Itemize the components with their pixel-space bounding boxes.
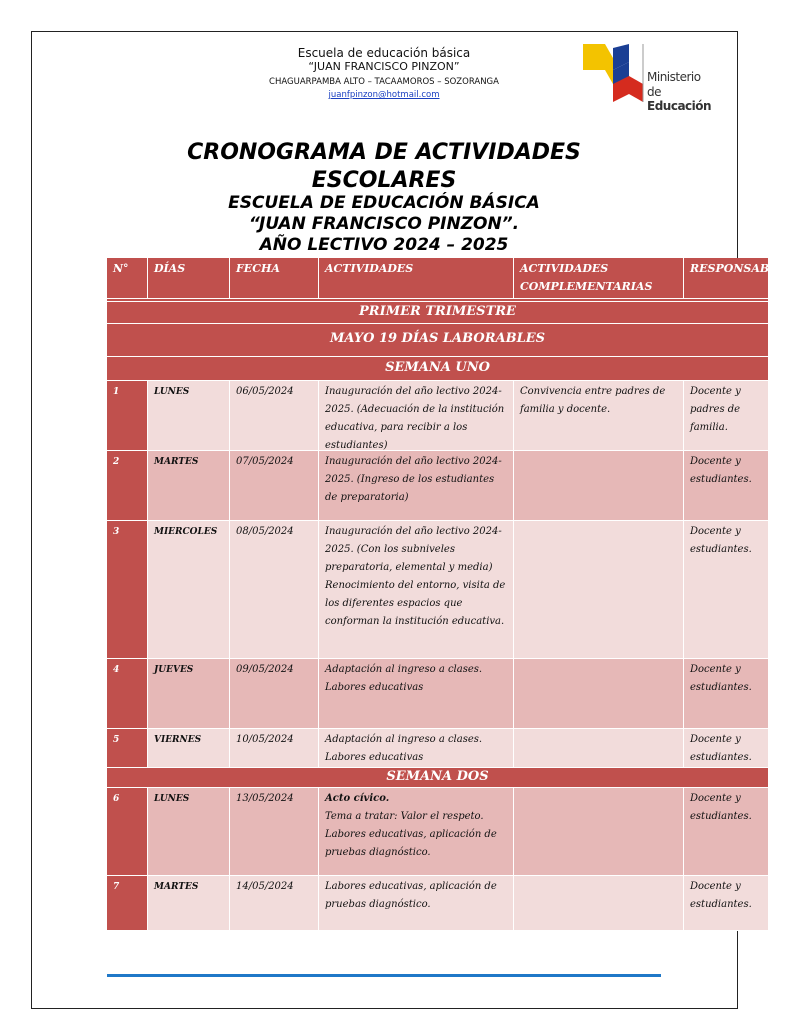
table-header-row bbox=[107, 258, 793, 299]
school-email-link[interactable]: juanfpinzon@hotmail.com bbox=[328, 90, 440, 100]
row-day: MARTES bbox=[148, 451, 230, 520]
row-complementary bbox=[514, 788, 684, 875]
row-responsible: Docente y estudiantes. bbox=[690, 793, 752, 822]
row-responsible: Docente y padres de familia. bbox=[690, 386, 741, 433]
logo-text-line1: Ministerio bbox=[647, 70, 701, 84]
row-date: 13/05/2024 bbox=[230, 788, 319, 875]
month-band: MAYO 19 DÍAS LABORABLES bbox=[107, 324, 768, 357]
row-activity: Tema a tratar: Valor el respeto. Labores educativas, aplicación de pruebas diagnóstico. bbox=[325, 811, 497, 858]
table-row bbox=[107, 521, 768, 659]
col-header-number: N° bbox=[107, 258, 148, 298]
row-responsible: Docente y estudiantes. bbox=[690, 881, 752, 910]
row-number: 2 bbox=[107, 451, 148, 520]
week-two-band: SEMANA DOS bbox=[107, 768, 768, 788]
table-row bbox=[107, 876, 768, 931]
row-activity: Inauguración del año lectivo 2024-2025. (Adecuación de la institución educativa, para recibir a los estudiantes) bbox=[319, 381, 514, 450]
row-day: LUNES bbox=[148, 381, 230, 450]
row-date: 07/05/2024 bbox=[230, 451, 319, 520]
row-complementary bbox=[514, 729, 684, 767]
row-activity: Inauguración del año lectivo 2024-2025. (Con los subniveles preparatoria, elemental y media) Renocimiento del entorno, visita de los diferentes espacios que conforman la institución educativa. bbox=[319, 521, 514, 658]
table-row bbox=[107, 381, 768, 451]
row-number: 4 bbox=[107, 659, 148, 728]
school-name: “JUAN FRANCISCO PINZON” bbox=[308, 60, 460, 73]
col-header-activities: ACTIVIDADES bbox=[319, 258, 514, 298]
row-date: 14/05/2024 bbox=[230, 876, 319, 930]
row-activity: Inauguración del año lectivo 2024-2025. (Ingreso de los estudiantes de preparatoria) bbox=[319, 451, 514, 520]
subtitle-year: AÑO LECTIVO 2024 – 2025 bbox=[259, 235, 509, 255]
logo-text-de: de bbox=[647, 85, 661, 99]
table-row bbox=[107, 788, 768, 876]
title-line-2: ESCOLARES bbox=[311, 168, 457, 193]
trimester-band: PRIMER TRIMESTRE bbox=[107, 302, 768, 324]
col-header-responsible: RESPONSABLES bbox=[690, 262, 793, 275]
row-complementary bbox=[514, 451, 684, 520]
row-complementary: Convivencia entre padres de familia y docente. bbox=[514, 381, 684, 450]
row-complementary bbox=[514, 876, 684, 930]
footer-divider-line bbox=[107, 974, 661, 977]
row-activity-cell bbox=[319, 788, 514, 875]
logo-text-educacion: Educación bbox=[647, 99, 712, 113]
subtitle-school: ESCUELA DE EDUCACIÓN BÁSICA bbox=[228, 193, 540, 213]
row-responsible: Docente y estudiantes. bbox=[690, 664, 752, 693]
row-number: 3 bbox=[107, 521, 148, 658]
row-activity: Adaptación al ingreso a clases. Labores educativas bbox=[319, 729, 514, 767]
row-date: 08/05/2024 bbox=[230, 521, 319, 658]
school-type: Escuela de educación básica bbox=[297, 46, 471, 60]
logo-text-line2 bbox=[647, 85, 723, 113]
subtitle-name: “JUAN FRANCISCO PINZON”. bbox=[248, 214, 520, 234]
row-activity-heading: Acto cívico. bbox=[325, 793, 390, 804]
row-day: LUNES bbox=[148, 788, 230, 875]
row-number: 1 bbox=[107, 381, 148, 450]
row-number: 5 bbox=[107, 729, 148, 767]
row-number: 6 bbox=[107, 788, 148, 875]
table-row bbox=[107, 451, 768, 521]
row-complementary bbox=[514, 659, 684, 728]
row-activity: Adaptación al ingreso a clases. Labores educativas bbox=[319, 659, 514, 728]
school-address: CHAGUARPAMBA ALTO – TACAAMOROS – SOZORANGA bbox=[269, 77, 499, 87]
row-complementary bbox=[514, 521, 684, 658]
title-line-1: CRONOGRAMA DE ACTIVIDADES bbox=[187, 140, 581, 165]
week-one-band: SEMANA UNO bbox=[107, 357, 768, 381]
row-date: 10/05/2024 bbox=[230, 729, 319, 767]
table-row bbox=[107, 729, 768, 768]
row-responsible: Docente y estudiantes. bbox=[690, 526, 752, 555]
table-row bbox=[107, 659, 768, 729]
activities-table bbox=[107, 258, 793, 931]
row-number: 7 bbox=[107, 876, 148, 930]
row-day: JUEVES bbox=[148, 659, 230, 728]
row-responsible: Docente y estudiantes. bbox=[690, 456, 752, 485]
col-header-complementary: ACTIVIDADES COMPLEMENTARIAS bbox=[514, 258, 684, 298]
col-header-days: DÍAS bbox=[148, 258, 230, 298]
row-day: VIERNES bbox=[148, 729, 230, 767]
row-day: MARTES bbox=[148, 876, 230, 930]
row-activity: Labores educativas, aplicación de pruebas diagnóstico. bbox=[319, 876, 514, 930]
ministerio-educacion-logo bbox=[583, 40, 723, 113]
col-header-date: FECHA bbox=[230, 258, 319, 298]
row-responsible: Docente y estudiantes. bbox=[690, 734, 752, 763]
row-date: 06/05/2024 bbox=[230, 381, 319, 450]
row-date: 09/05/2024 bbox=[230, 659, 319, 728]
row-day: MIERCOLES bbox=[148, 521, 230, 658]
